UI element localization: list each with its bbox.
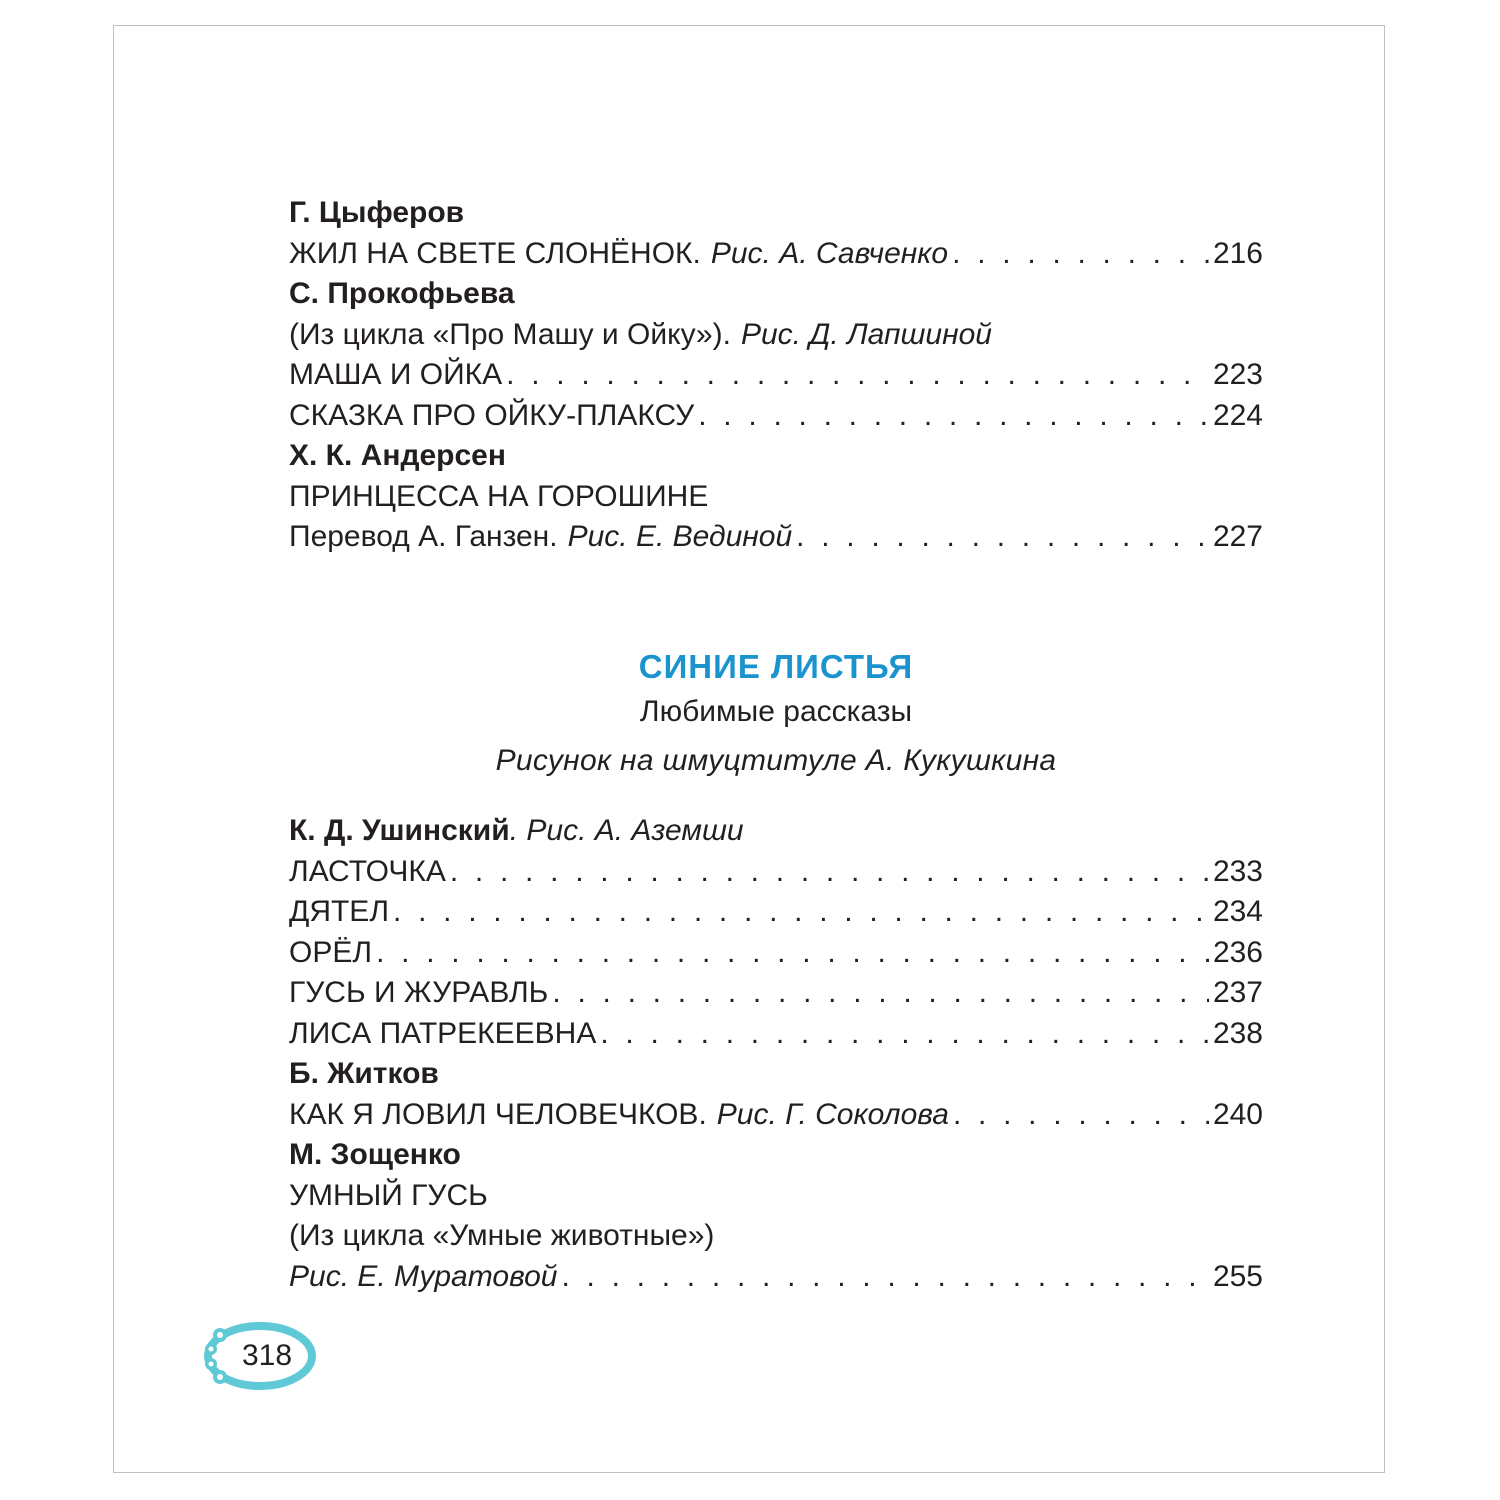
dot-leader	[506, 355, 1209, 396]
entry-title: МАША И ОЙКА	[289, 358, 503, 391]
dot-leader	[952, 234, 1209, 275]
author-heading	[289, 1135, 1263, 1176]
page-ref: 233	[1212, 854, 1263, 888]
toc-row	[289, 477, 1263, 518]
entry-note: (Из цикла «Про Машу и Ойку»).	[289, 317, 731, 351]
toc-row	[289, 933, 1263, 974]
section-illustration-note: Рисунок на шмуцтитуле А. Кукушкина	[495, 744, 1057, 777]
dot-leader	[561, 1257, 1208, 1298]
entry-title: ГУСЬ И ЖУРАВЛЬ	[289, 976, 549, 1009]
author-heading	[289, 193, 1263, 234]
entry-title: ОРЁЛ	[289, 935, 373, 969]
entry-title: Перевод А. Ганзен.	[289, 520, 558, 553]
dot-leader	[393, 892, 1209, 933]
entry-title: ДЯТЕЛ	[289, 895, 390, 928]
page-ref: 216	[1212, 236, 1263, 270]
page-ref: 236	[1212, 935, 1263, 969]
author-name: Б. Житков	[289, 1057, 439, 1090]
dot-leader	[376, 933, 1209, 974]
entry-title: УМНЫЙ ГУСЬ	[289, 1178, 488, 1212]
entry-title: Рис. Е. Муратовой	[289, 1259, 558, 1293]
dot-leader	[450, 852, 1209, 893]
page-ref: 255	[1212, 1259, 1263, 1293]
section-title: СИНИЕ ЛИСТЬЯ	[638, 648, 914, 685]
toc-row	[289, 1095, 1263, 1136]
entry-title: ЛАСТОЧКА	[289, 854, 446, 888]
page-ref: 234	[1212, 895, 1263, 928]
toc-row	[289, 1176, 1263, 1217]
author-name: С. Прокофьева	[289, 277, 515, 310]
illustrator-credit: Рис. Г. Соколова	[716, 1097, 949, 1131]
dot-leader	[953, 1095, 1209, 1136]
entry-title: ЛИСА ПАТРЕКЕЕВНА	[289, 1016, 597, 1050]
author-name: Г. Цыферов	[289, 196, 465, 229]
toc-row	[289, 852, 1263, 893]
author-name: М. Зощенко	[289, 1138, 461, 1171]
toc-row	[289, 1014, 1263, 1055]
entry-title: КАК Я ЛОВИЛ ЧЕЛОВЕЧКОВ.	[289, 1097, 707, 1131]
dot-leader	[600, 1014, 1209, 1055]
dot-leader	[796, 517, 1209, 558]
illustrator-credit: . Рис. А. Аземши	[509, 814, 744, 847]
dot-leader	[552, 973, 1209, 1014]
toc-row	[289, 234, 1263, 275]
page-ref: 238	[1212, 1016, 1263, 1050]
section-subtitle: Любимые рассказы	[639, 695, 913, 728]
toc-row	[289, 973, 1263, 1014]
page-ref: 237	[1212, 976, 1263, 1009]
entry-title: (Из цикла «Умные животные»)	[289, 1219, 715, 1252]
page-ref: 224	[1212, 398, 1263, 432]
entry-title: ПРИНЦЕССА НА ГОРОШИНЕ	[289, 479, 709, 513]
illustrator-credit: Рис. Е. Вединой	[567, 520, 793, 553]
toc-row	[289, 892, 1263, 933]
page-ref: 227	[1212, 520, 1263, 553]
toc-section-2	[289, 811, 1263, 1297]
toc-section-1	[289, 193, 1263, 558]
author-heading	[289, 274, 1263, 315]
author-name: К. Д. Ушинский	[289, 814, 510, 847]
page-number: 318	[241, 1339, 293, 1372]
illustrator-credit: Рис. А. Савченко	[710, 236, 949, 270]
entry-title: СКАЗКА ПРО ОЙКУ-ПЛАКСУ	[289, 398, 695, 432]
toc-row	[289, 315, 1263, 356]
entry-title: ЖИЛ НА СВЕТЕ СЛОНЁНОК.	[289, 236, 701, 270]
illustrator-credit: Рис. Д. Лапшиной	[740, 317, 992, 351]
toc-row	[289, 396, 1263, 437]
toc-row	[289, 517, 1263, 558]
toc-row	[289, 355, 1263, 396]
page-ref: 223	[1212, 358, 1263, 391]
dot-leader	[698, 396, 1209, 437]
author-name: Х. К. Андерсен	[289, 439, 506, 472]
toc-row	[289, 1257, 1263, 1298]
toc-row	[289, 1216, 1263, 1257]
author-heading	[289, 811, 1263, 852]
author-heading	[289, 436, 1263, 477]
page-ref: 240	[1212, 1097, 1263, 1131]
author-heading	[289, 1054, 1263, 1095]
